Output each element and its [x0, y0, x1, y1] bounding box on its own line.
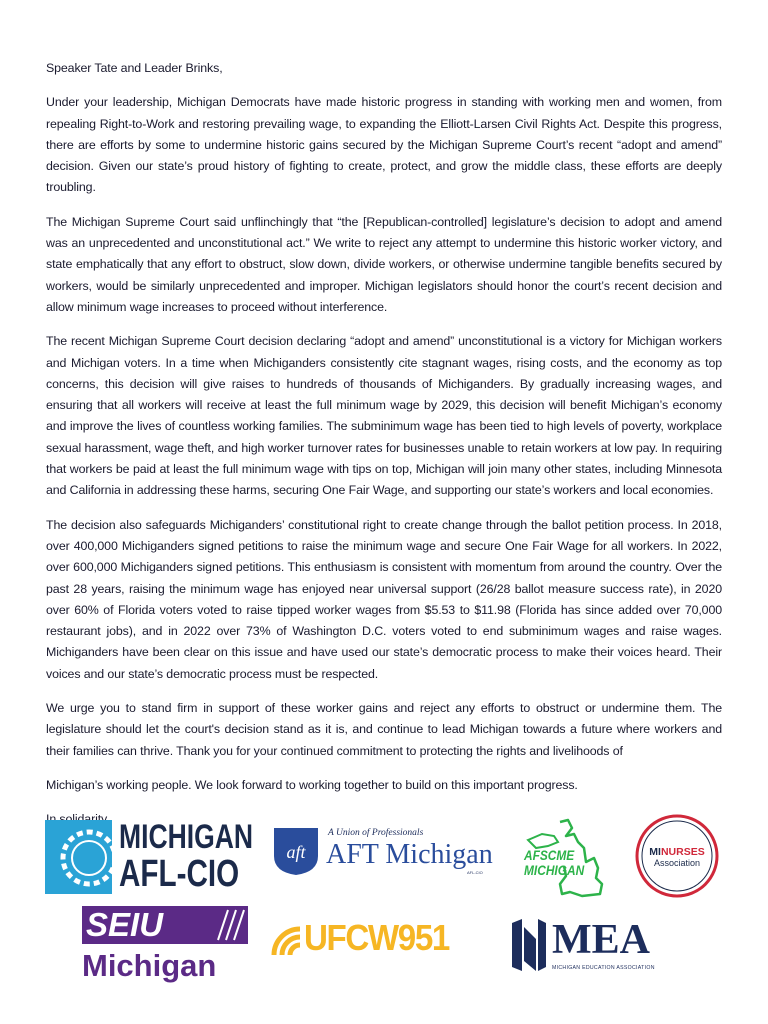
paragraph-3: The recent Michigan Supreme Court decision declaring “adopt and amend” unconstitutional is a victory for Michigan workers and Michigan voters. In a time when Michiganders consistently cite stagnant wages, rising costs, and the economy as top concerns, this decision will give raises to hundreds of thousands of Michiganders. By gradually increasing wages, and ensuring that all workers will receive at least the full minimum wage by 2029, this decision will benefit Michigan’s economy and improve the lives of countless working families. The subminimum wage has been tied to high levels of poverty, workplace sexual harassment, wage theft, and high worker turnover rates for businesses unable to retain workers at low pay. In requiring that workers be paid at least the full minimum wage with tips on top, Michigan will join many other states, including Minnesota and California in addressing these harms, securing One Fair Wage, and supporting our state’s workers and local economies.	[46, 334, 722, 498]
paragraph-4: The decision also safeguards Michiganders’ constitutional right to create change through the ballot petition process. In 2018, over 400,000 Michiganders signed petitions to raise the minimum wage and secure One Fair Wage for all workers. In 2022, over 600,000 Michiganders signed petitions. This enthusiasm is consistent with momentum from around the country. Over the past 28 years, raising the minimum wage has enjoyed near universal support (26/28 ballot measure success rate), in 2020 over 60% of Florida voters voted to raise tipped worker wages from $5.53 to $11.98 (Florida has since added over 70,000 restaurant jobs), and in 2022 over 73% of Washington D.C. voters voted to end subminimum wages and raise wages. Michiganders have been clear on this issue and have used our state’s democratic process to make their voices heard. Their voices and our state’s democratic process must be respected.	[46, 517, 722, 681]
aft-tagline: A Union of Professionals	[328, 828, 424, 838]
paragraph-2: The Michigan Supreme Court said unflinchingly that “the [Republican-controlled] legislature’s decision to adopt and amend was an unprecedented and unconstitutional act.” We write to reject any attempt to undermine this historic worker victory, and state emphatically that any effort to obstruct, slow down, divide workers, or otherwise undermine tangible benefits secured by workers, would be similarly unprecedented and improper. Michigan legislators should honor the court’s recent decision and allow minimum wage increases to proceed without interference.	[46, 214, 722, 314]
letter-body	[46, 58, 722, 844]
svg-text:aft: aft	[286, 842, 306, 862]
ufcw-951-logo	[270, 915, 486, 961]
mea-logo	[510, 917, 670, 975]
seiu-banner: SEIU	[82, 906, 248, 944]
mea-sub: MICHIGAN EDUCATION ASSOCIATION	[552, 965, 655, 971]
ufcw-wordmark: UFCW951	[304, 917, 449, 958]
ufcw-arcs-icon	[270, 915, 304, 961]
nurses-wordmark: MINURSES Association	[649, 846, 705, 868]
afscme-michigan-logo	[524, 818, 624, 898]
afl-cio-wordmark: MICHIGAN AFL-CIO	[119, 818, 254, 895]
aft-name: AFT Michigan	[326, 839, 493, 870]
afl-cio-gear-icon	[45, 820, 112, 894]
mea-name: MEA	[552, 917, 650, 963]
seiu-state: Michigan	[82, 948, 217, 983]
aft-michigan-logo	[272, 826, 502, 880]
paragraph-5: We urge you to stand firm in support of these worker gains and reject any efforts to obstruct or undermine them. The legislature should let the court's decision stand as it is, and continue to lead Michigan towards a future where workers and their families can thrive. Thank you for your continued commitment to protecting the rights and livelihoods of	[46, 701, 722, 758]
aft-shield-icon	[272, 826, 320, 876]
salutation: Speaker Tate and Leader Brinks,	[46, 61, 223, 75]
mea-mark-icon	[510, 917, 548, 973]
paragraph-1: Under your leadership, Michigan Democrats have made historic progress in standing with working men and women, from repealing Right-to-Work and restoring prevailing wage, to expanding the Elliott-Larsen Civil Rights Act. Despite this progress, there are efforts by some to undermine historic gains secured by the Michigan Supreme Court’s recent “adopt and amend” decision. Given our state’s proud history of fighting to create, protect, and grow the middle class, these efforts are deeply troubling.	[46, 95, 722, 195]
aft-sub: AFL-CIO	[467, 870, 483, 875]
seiu-stripes-icon	[214, 906, 244, 944]
paragraph-6: Michigan’s working people. We look forward to working together to build on this important progress.	[46, 777, 578, 792]
michigan-afl-cio-logo	[45, 818, 254, 895]
mi-nurses-association-logo	[634, 813, 720, 899]
afscme-wordmark: AFSCME MICHIGAN	[524, 847, 585, 878]
seiu-michigan-logo	[82, 906, 248, 988]
